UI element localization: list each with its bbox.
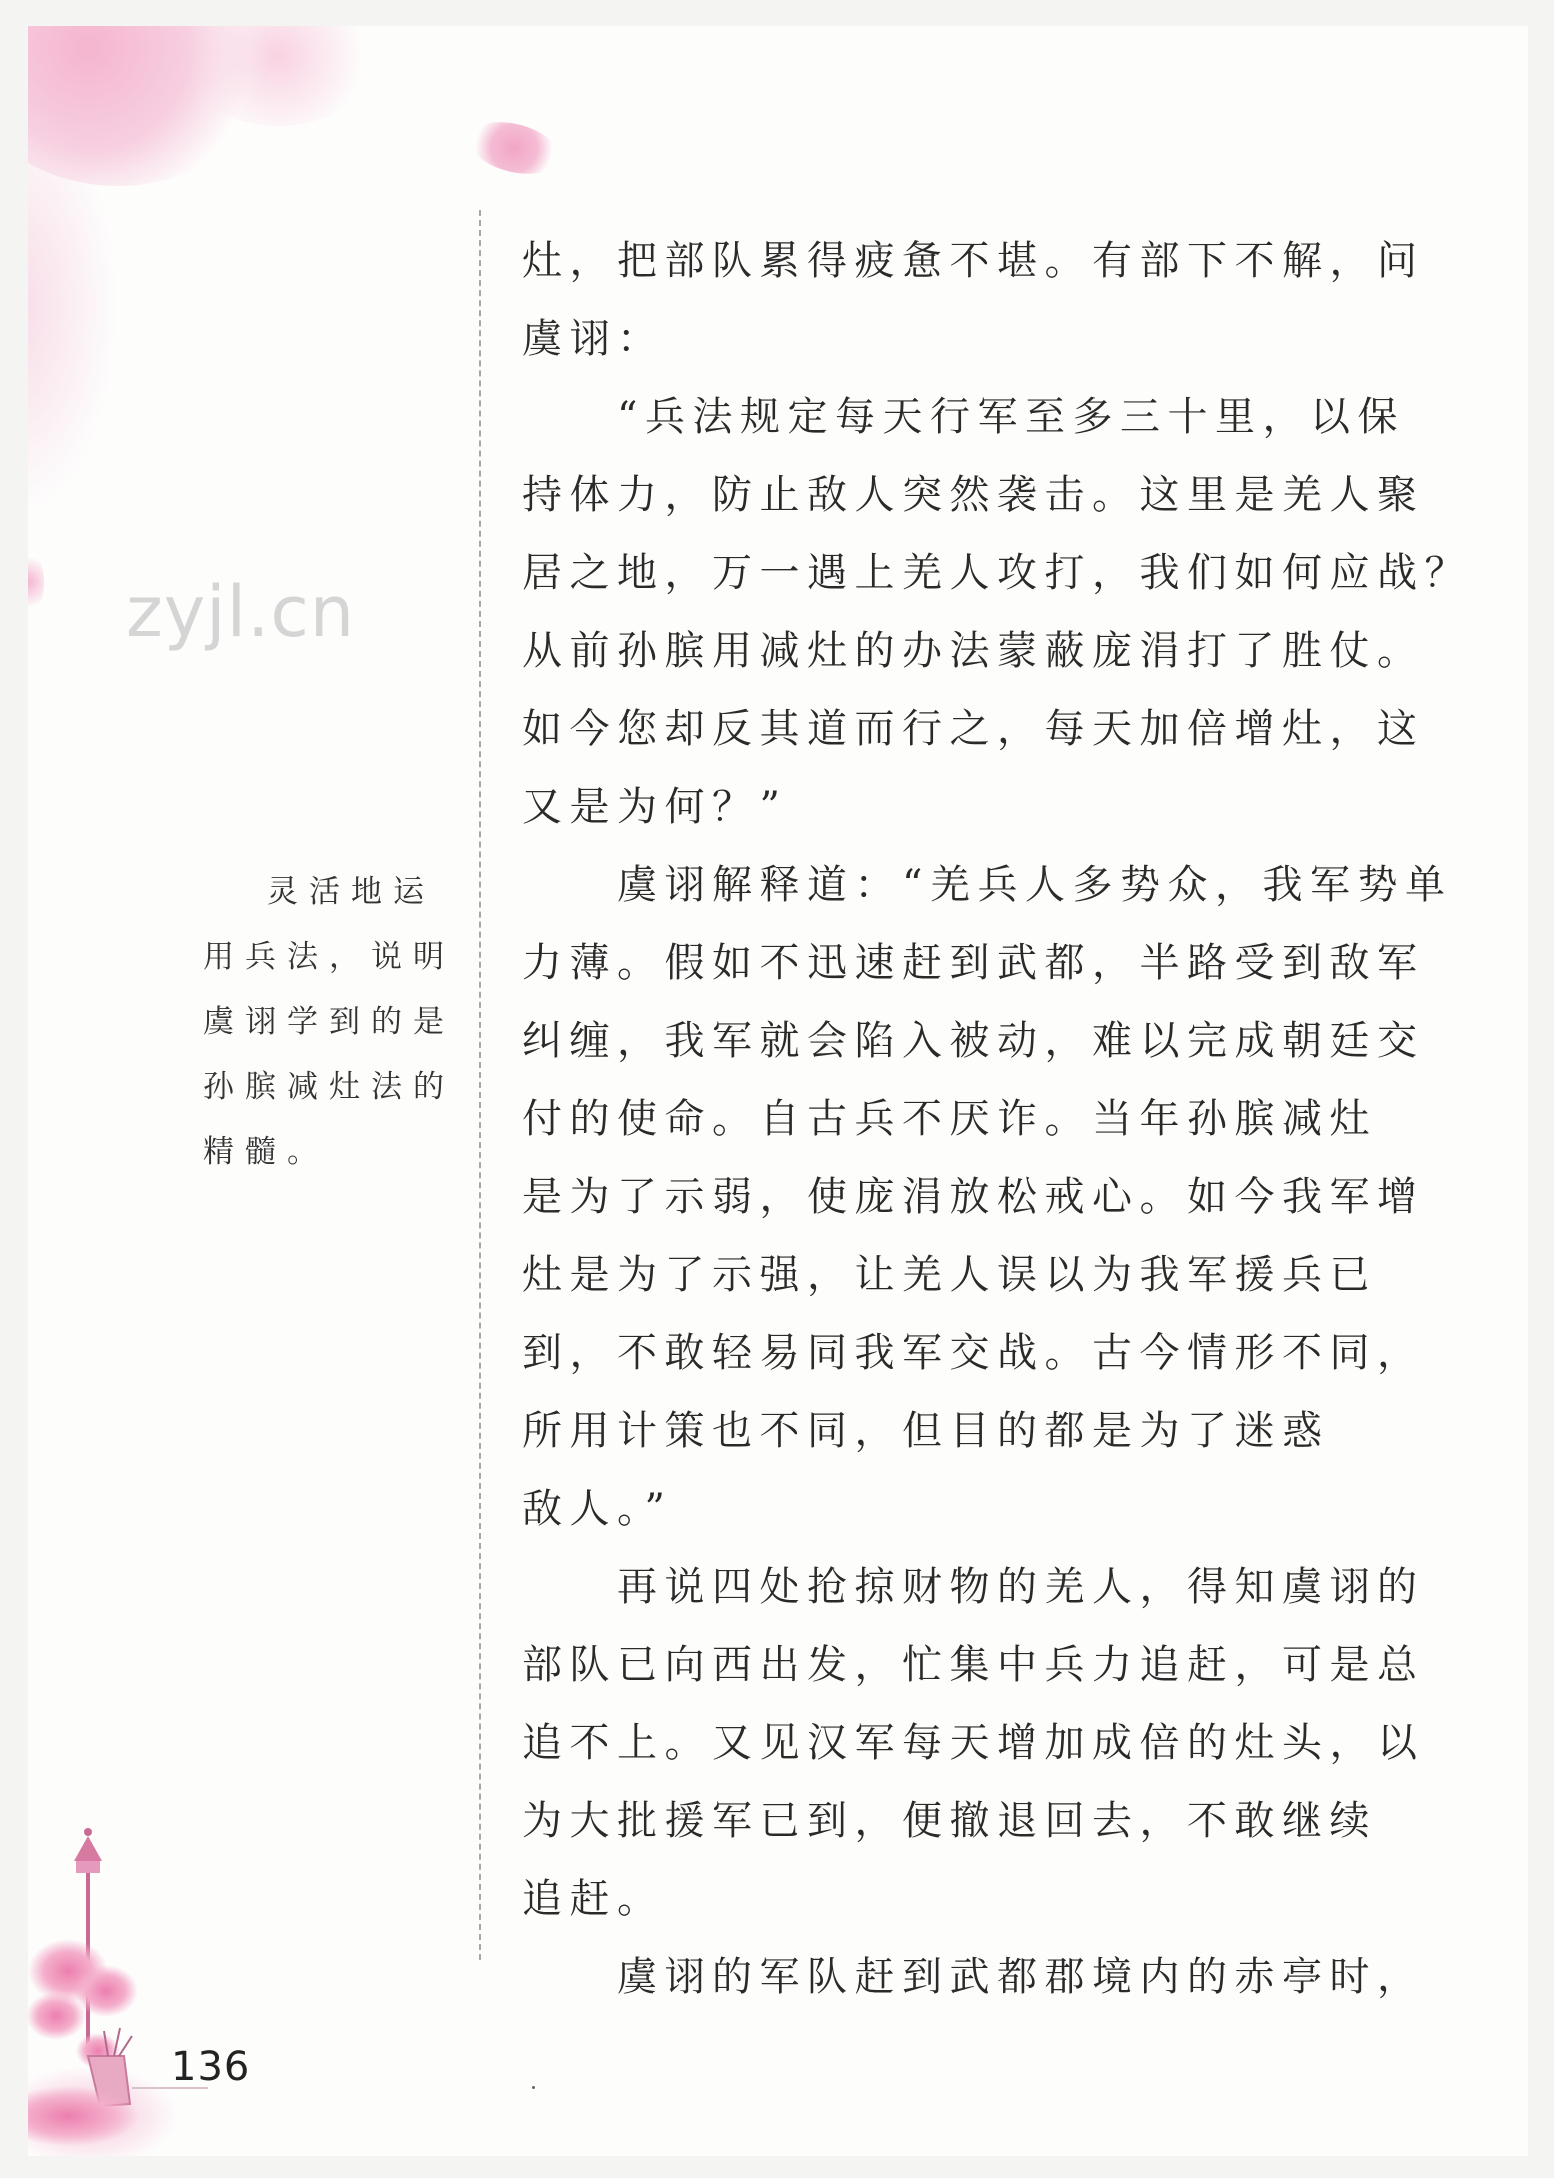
- page-number: 136: [171, 2044, 251, 2090]
- text-line: 居之地，万一遇上羌人攻打，我们如何应战？: [522, 550, 1472, 596]
- text-line: 付的使命。自古兵不厌诈。当年孙膑减灶: [522, 1096, 1377, 1142]
- text-line: 持体力，防止敌人突然袭击。这里是羌人聚: [522, 472, 1425, 518]
- note-line: 灵活地运: [267, 874, 435, 910]
- pink-petal-decoration: [464, 114, 565, 183]
- text-line: 虞诩的军队赶到武都郡境内的赤亭时，: [522, 1954, 1425, 2000]
- text-line: 到，不敢轻易同我军交战。古今情形不同，: [522, 1330, 1425, 1376]
- note-line: 虞诩学到的是: [203, 1004, 455, 1040]
- text-line: 如今您却反其道而行之，每天加倍增灶，这: [522, 706, 1425, 752]
- text-line: 追赶。: [522, 1876, 665, 1922]
- text-line: 所用计策也不同，但目的都是为了迷惑: [522, 1408, 1330, 1454]
- note-line: 用兵法，说明: [203, 939, 455, 975]
- margin-note: [203, 860, 473, 1185]
- body-text: [522, 222, 1472, 2016]
- text-line: 又是为何？”: [522, 784, 788, 830]
- column-divider: [479, 210, 481, 1960]
- watermark: zyjl.cn: [126, 571, 356, 653]
- text-line: 纠缠，我军就会陷入被动，难以完成朝廷交: [522, 1018, 1425, 1064]
- pink-petal-decoration: [28, 551, 44, 613]
- note-line: 孙膑减灶法的: [203, 1069, 455, 1105]
- text-line: 虞诩：: [522, 316, 665, 362]
- text-line: 虞诩解释道：“羌兵人多势众，我军势单: [522, 862, 1453, 908]
- text-line: 为大批援军已到，便撤退回去，不敢继续: [522, 1798, 1377, 1844]
- note-line: 精髓。: [203, 1134, 329, 1170]
- text-line: 部队已向西出发，忙集中兵力追赶，可是总: [522, 1642, 1425, 1688]
- book-page: [28, 26, 1528, 2156]
- text-line: 追不上。又见汉军每天增加成倍的灶头，以: [522, 1720, 1425, 1766]
- lamp-flower-illustration: [28, 1816, 228, 2156]
- print-speck: [532, 2086, 535, 2089]
- text-line: 再说四处抢掠财物的羌人，得知虞诩的: [522, 1564, 1425, 1610]
- text-line: 敌人。”: [522, 1486, 673, 1532]
- text-line: 灶是为了示强，让羌人误以为我军援兵已: [522, 1252, 1377, 1298]
- text-line: 力薄。假如不迅速赶到武都，半路受到敌军: [522, 940, 1425, 986]
- text-line: 从前孙膑用减灶的办法蒙蔽庞涓打了胜仗。: [522, 628, 1425, 674]
- text-line: 灶，把部队累得疲惫不堪。有部下不解，问: [522, 238, 1425, 284]
- text-line: 是为了示弱，使庞涓放松戒心。如今我军增: [522, 1174, 1425, 1220]
- text-line: “兵法规定每天行军至多三十里，以保: [522, 394, 1405, 440]
